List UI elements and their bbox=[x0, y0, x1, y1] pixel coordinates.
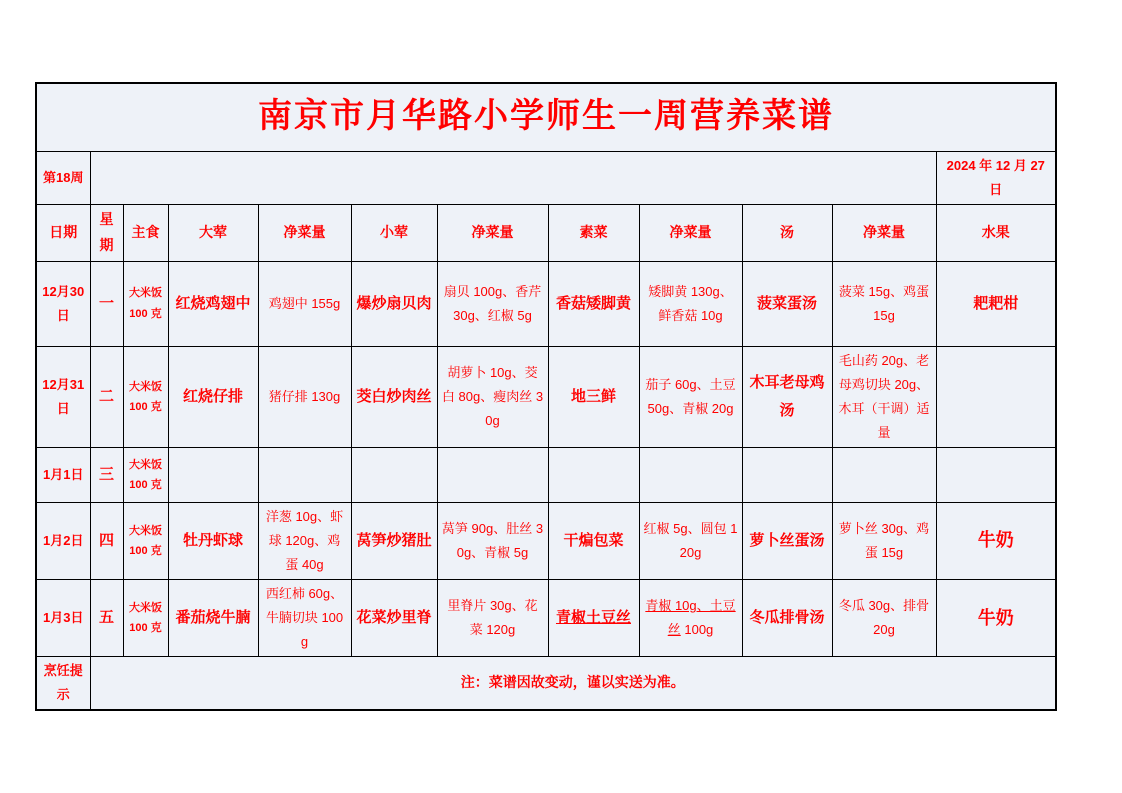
header-row bbox=[36, 204, 1056, 261]
staple-cell: 大米饭 100 克 bbox=[123, 447, 168, 502]
title-row bbox=[36, 83, 1056, 151]
fruit-cell bbox=[936, 447, 1056, 502]
staple-cell: 大米饭 100 克 bbox=[123, 502, 168, 579]
soup-qty-cell bbox=[832, 447, 936, 502]
menu-row-friday bbox=[36, 580, 1056, 657]
soup-cell: 木耳老母鸡汤 bbox=[742, 346, 832, 447]
header-soup-qty: 净菜量 bbox=[832, 204, 936, 261]
veg-dish-cell bbox=[548, 580, 639, 657]
soup-qty-cell: 菠菜 15g、鸡蛋 15g bbox=[832, 261, 936, 346]
staple-cell: 大米饭 100 克 bbox=[123, 580, 168, 657]
header-semi-dish: 小荤 bbox=[351, 204, 437, 261]
header-main-qty: 净菜量 bbox=[258, 204, 351, 261]
semi-dish-cell: 莴笋炒猪肚 bbox=[351, 502, 437, 579]
header-soup: 汤 bbox=[742, 204, 832, 261]
main-qty-cell: 鸡翅中 155g bbox=[258, 261, 351, 346]
main-dish-cell: 番茄烧牛腩 bbox=[168, 580, 258, 657]
menu-row-thursday bbox=[36, 502, 1056, 579]
soup-cell bbox=[742, 447, 832, 502]
menu-sheet bbox=[35, 82, 1057, 711]
semi-dish-cell bbox=[351, 447, 437, 502]
veg-dish-cell: 香菇矮脚黄 bbox=[548, 261, 639, 346]
weekday-cell: 四 bbox=[90, 502, 123, 579]
veg-dish-cell bbox=[548, 447, 639, 502]
semi-dish-cell: 茭白炒肉丝 bbox=[351, 346, 437, 447]
fruit-cell: 牛奶 bbox=[936, 502, 1056, 579]
week-row bbox=[36, 151, 1056, 204]
header-veg-dish: 素菜 bbox=[548, 204, 639, 261]
menu-row-tuesday bbox=[36, 346, 1056, 447]
veg-qty-cell: 红椒 5g、圆包 120g bbox=[639, 502, 742, 579]
veg-qty-cell bbox=[639, 580, 742, 657]
staple-cell: 大米饭 100 克 bbox=[123, 346, 168, 447]
veg-dish-cell: 地三鲜 bbox=[548, 346, 639, 447]
date-cell: 1月2日 bbox=[36, 502, 90, 579]
cooking-tips-label: 烹饪提示 bbox=[36, 657, 90, 711]
fruit-cell: 牛奶 bbox=[936, 580, 1056, 657]
underlined-dish-text: 青椒土豆丝 bbox=[555, 609, 631, 627]
date-cell: 12月30日 bbox=[36, 261, 90, 346]
soup-cell: 菠菜蛋汤 bbox=[742, 261, 832, 346]
main-qty-cell bbox=[258, 447, 351, 502]
weekday-cell: 一 bbox=[90, 261, 123, 346]
fruit-cell bbox=[936, 346, 1056, 447]
semi-qty-cell: 胡萝卜 10g、茭白 80g、瘦肉丝 30g bbox=[437, 346, 548, 447]
main-dish-cell bbox=[168, 447, 258, 502]
header-fruit: 水果 bbox=[936, 204, 1056, 261]
date-cell: 12月31日 bbox=[36, 346, 90, 447]
header-main-dish: 大荤 bbox=[168, 204, 258, 261]
underlined-qty-text: 青椒 10g、土豆丝 bbox=[645, 598, 736, 638]
week-row-spacer bbox=[90, 151, 936, 204]
header-staple: 主食 bbox=[123, 204, 168, 261]
soup-cell: 冬瓜排骨汤 bbox=[742, 580, 832, 657]
veg-qty-cell bbox=[639, 447, 742, 502]
semi-qty-cell: 里脊片 30g、花菜 120g bbox=[437, 580, 548, 657]
main-dish-cell: 红烧仔排 bbox=[168, 346, 258, 447]
date-cell: 1月1日 bbox=[36, 447, 90, 502]
weekday-cell: 五 bbox=[90, 580, 123, 657]
weekday-cell: 二 bbox=[90, 346, 123, 447]
date-cell: 1月3日 bbox=[36, 580, 90, 657]
header-veg-qty: 净菜量 bbox=[639, 204, 742, 261]
semi-qty-cell: 莴笋 90g、肚丝 30g、青椒 5g bbox=[437, 502, 548, 579]
semi-dish-cell: 花菜炒里脊 bbox=[351, 580, 437, 657]
main-qty-cell: 洋葱 10g、虾球 120g、鸡蛋 40g bbox=[258, 502, 351, 579]
header-date: 日期 bbox=[36, 204, 90, 261]
page-title: 南京市月华路小学师生一周营养菜谱 bbox=[36, 83, 1056, 151]
main-dish-cell: 红烧鸡翅中 bbox=[168, 261, 258, 346]
soup-qty-cell: 冬瓜 30g、排骨 20g bbox=[832, 580, 936, 657]
menu-change-note: 注：菜谱因故变动，谨以实送为准。 bbox=[90, 657, 1056, 711]
menu-row-monday bbox=[36, 261, 1056, 346]
menu-row-wednesday bbox=[36, 447, 1056, 502]
soup-qty-cell: 萝卜丝 30g、鸡蛋 15g bbox=[832, 502, 936, 579]
semi-qty-cell bbox=[437, 447, 548, 502]
soup-qty-cell: 毛山药 20g、老母鸡切块 20g、木耳（干调）适量 bbox=[832, 346, 936, 447]
weekly-menu-table bbox=[35, 82, 1057, 711]
staple-cell: 大米饭 100 克 bbox=[123, 261, 168, 346]
veg-qty-cell: 矮脚黄 130g、鲜香菇 10g bbox=[639, 261, 742, 346]
header-semi-qty: 净菜量 bbox=[437, 204, 548, 261]
soup-cell: 萝卜丝蛋汤 bbox=[742, 502, 832, 579]
semi-qty-cell: 扇贝 100g、香芹 30g、红椒 5g bbox=[437, 261, 548, 346]
main-qty-cell: 西红柿 60g、牛腩切块 100g bbox=[258, 580, 351, 657]
qty-text: 100g bbox=[684, 622, 714, 638]
fruit-cell: 耙耙柑 bbox=[936, 261, 1056, 346]
weekday-cell: 三 bbox=[90, 447, 123, 502]
week-number-label: 第18周 bbox=[36, 151, 90, 204]
main-qty-cell: 猪仔排 130g bbox=[258, 346, 351, 447]
semi-dish-cell: 爆炒扇贝肉 bbox=[351, 261, 437, 346]
veg-dish-cell: 干煸包菜 bbox=[548, 502, 639, 579]
issue-date-label: 2024 年 12 月 27 日 bbox=[936, 151, 1056, 204]
main-dish-cell: 牡丹虾球 bbox=[168, 502, 258, 579]
header-weekday: 星期 bbox=[90, 204, 123, 261]
veg-qty-cell: 茄子 60g、土豆 50g、青椒 20g bbox=[639, 346, 742, 447]
note-row bbox=[36, 657, 1056, 711]
